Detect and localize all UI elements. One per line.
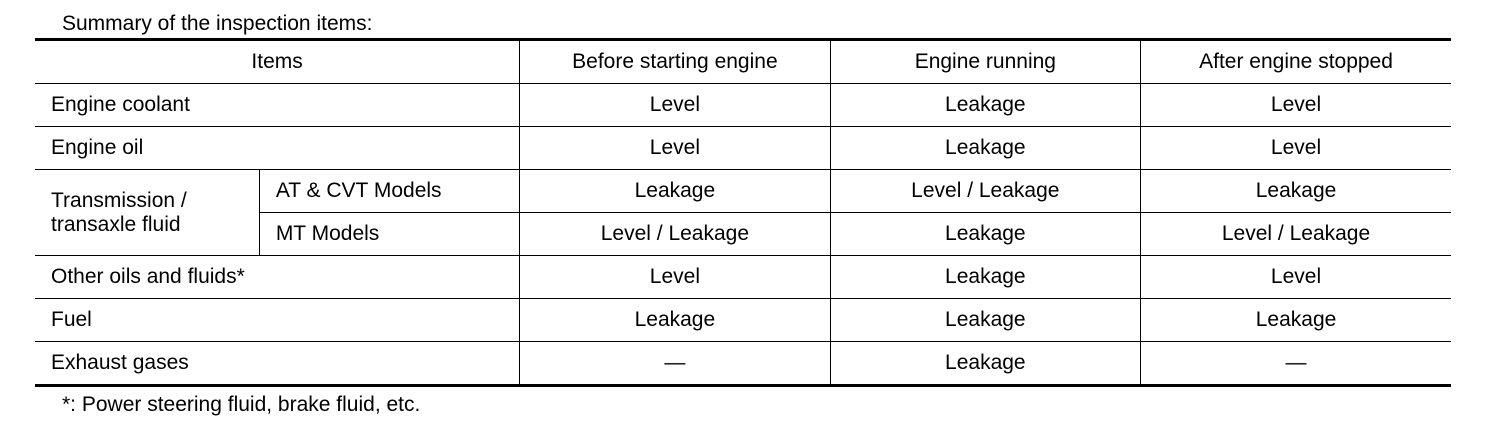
sub-item-name: MT Models — [259, 213, 519, 256]
after-cell: Leakage — [1141, 170, 1451, 213]
table-row — [35, 299, 1451, 342]
table-caption: Summary of the inspection items: — [62, 12, 373, 35]
item-name: Exhaust gases — [35, 342, 520, 386]
running-cell: Leakage — [830, 342, 1140, 386]
header-items: Items — [35, 40, 520, 84]
after-cell: Level — [1141, 127, 1451, 170]
table-row — [35, 84, 1451, 127]
item-name: Engine oil — [35, 127, 520, 170]
item-name: Other oils and fluids* — [35, 256, 520, 299]
table-header-row — [35, 40, 1451, 84]
before-cell: Level — [520, 84, 830, 127]
table-row — [35, 127, 1451, 170]
item-name: Engine coolant — [35, 84, 520, 127]
running-cell: Leakage — [830, 256, 1140, 299]
header-after-engine-stopped: After engine stopped — [1141, 40, 1451, 84]
table-row — [35, 256, 1451, 299]
before-cell: — — [520, 342, 830, 386]
inspection-summary-table — [35, 38, 1451, 387]
after-cell: Level — [1141, 256, 1451, 299]
before-cell: Leakage — [520, 299, 830, 342]
after-cell: — — [1141, 342, 1451, 386]
item-name: Fuel — [35, 299, 520, 342]
after-cell: Level — [1141, 84, 1451, 127]
running-cell: Level / Leakage — [830, 170, 1140, 213]
table-row — [35, 342, 1451, 386]
before-cell: Leakage — [520, 170, 830, 213]
before-cell: Level / Leakage — [520, 213, 830, 256]
before-cell: Level — [520, 127, 830, 170]
table-row — [35, 170, 1451, 213]
after-cell: Level / Leakage — [1141, 213, 1451, 256]
before-cell: Level — [520, 256, 830, 299]
after-cell: Leakage — [1141, 299, 1451, 342]
sub-item-name: AT & CVT Models — [259, 170, 519, 213]
running-cell: Leakage — [830, 299, 1140, 342]
item-name: Transmission / transaxle fluid — [35, 170, 259, 256]
running-cell: Leakage — [830, 84, 1140, 127]
running-cell: Leakage — [830, 127, 1140, 170]
running-cell: Leakage — [830, 213, 1140, 256]
header-before-starting-engine: Before starting engine — [520, 40, 830, 84]
table-footnote: *: Power steering fluid, brake fluid, etc. — [62, 393, 421, 416]
header-engine-running: Engine running — [830, 40, 1140, 84]
